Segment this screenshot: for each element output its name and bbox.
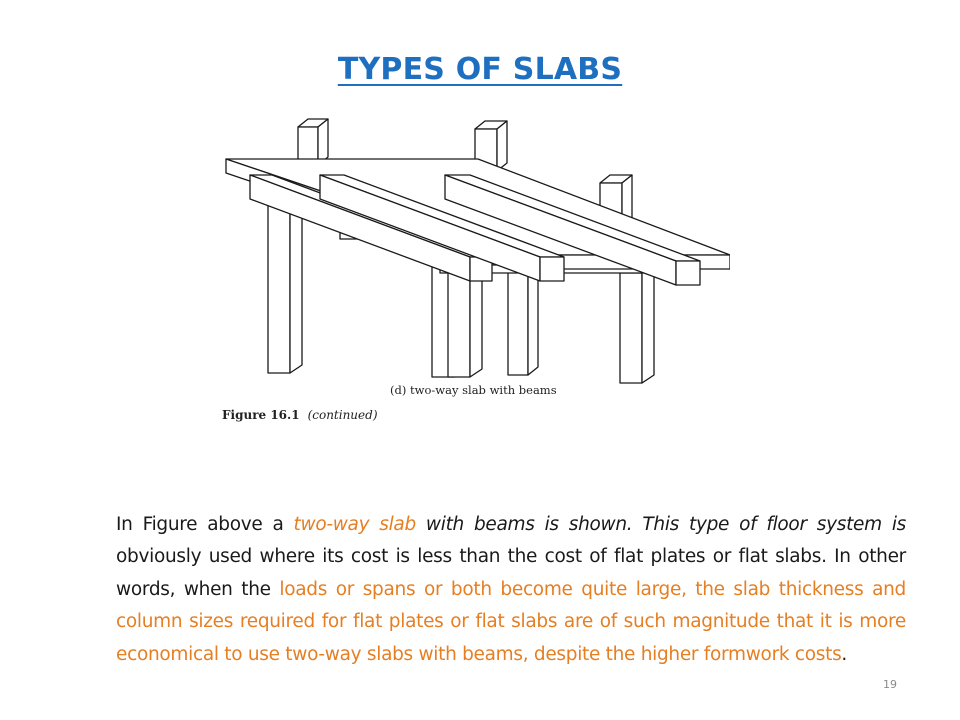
figure-caption: (d) two-way slab with beams <box>390 383 557 397</box>
figure-note: (continued) <box>307 408 378 422</box>
figure <box>210 115 730 435</box>
slide-title: TYPES OF SLABS <box>337 52 623 87</box>
body-highlight-segment: loads or spans or both become quite large, the slab thickness and column sizes required for flat plates or flat slabs are of such magnitude that it is more economical to use two-way slabs with beams, despite the higher formwork costs <box>116 578 906 665</box>
body-highlight-two-way-slab: two-way slab <box>293 513 416 535</box>
column-front-right <box>620 265 654 383</box>
body-text-segment <box>416 514 426 535</box>
column-back-left <box>298 119 328 165</box>
column-front-left <box>268 197 302 373</box>
figure-number: Figure 16.1 <box>222 408 300 422</box>
body-text-segment: . <box>841 643 847 665</box>
figure-label <box>222 408 378 422</box>
body-paragraph <box>116 509 906 672</box>
page-number: 19 <box>883 678 897 691</box>
body-text-segment: In Figure above a <box>116 513 294 535</box>
body-text-segment: obviously used where its cost is less than the cost of flat plates or flat slabs. In other words, when the <box>116 546 906 600</box>
body-italic-segment: with beams is shown. This type of floor system is <box>425 513 907 535</box>
